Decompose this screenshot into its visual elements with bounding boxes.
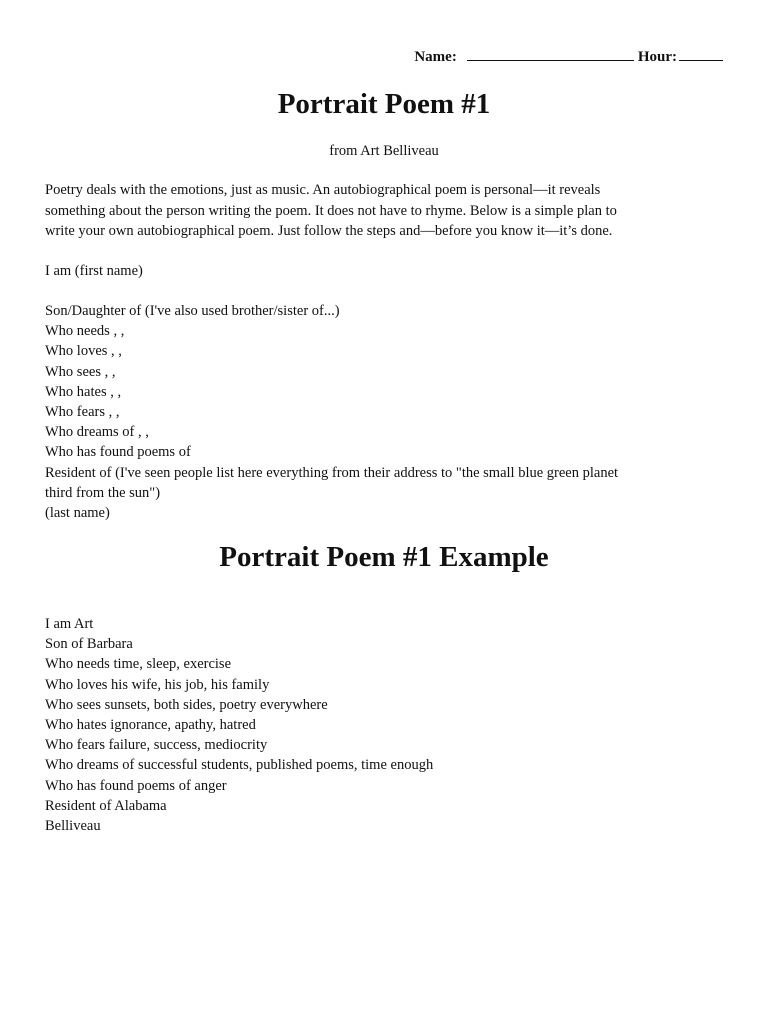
template-line: Who fears , , [45,404,120,421]
template-line: Who needs , , [45,323,125,340]
example-line: Who has found poems of anger [45,777,227,794]
intro-paragraph [45,180,725,242]
example-line: Who sees sunsets, both sides, poetry everywhere [45,696,328,713]
template-first-line [45,261,735,281]
intro-line: Poetry deals with the emotions, just as music. An autobiographical poem is personal—it reveals [45,182,601,198]
name-hour-header [414,46,723,66]
template-line: Who loves , , [45,343,122,360]
example-line: Who fears failure, success, mediocrity [45,737,268,754]
page-title: Portrait Poem #1 [277,88,491,120]
example-line: Resident of Alabama [45,797,167,814]
template-lines [45,301,735,523]
author-credit: from Art Belliveau [329,143,439,159]
template-line: Who dreams of , , [45,424,149,441]
hour-blank-line [679,46,723,61]
name-label: Name: [414,49,457,65]
template-line: (last name) [45,505,110,522]
name-blank-line [467,46,634,61]
example-line: Who needs time, sleep, exercise [45,656,232,673]
intro-line: something about the person writing the poem. It does not have to rhyme. Below is a simple plan to [45,202,617,219]
template-line: third from the sun") [45,484,161,501]
template-line: Son/Daughter of (I've also used brother/sister of...) [45,303,340,319]
template-line: I am (first name) [45,263,143,279]
template-line: Resident of (I've seen people list here everything from their address to "the small blue green planet [45,464,619,481]
example-title: Portrait Poem #1 Example [219,541,549,573]
example-line: Who loves his wife, his job, his family [45,676,270,693]
template-line: Who hates , , [45,383,122,400]
example-line: Belliveau [45,818,101,835]
example-poem [45,614,735,836]
example-line: I am Art [45,616,94,632]
example-line: Who hates ignorance, apathy, hatred [45,717,256,734]
example-line: Son of Barbara [45,636,133,653]
template-line: Who sees , , [45,363,116,380]
intro-line: write your own autobiographical poem. Just follow the steps and—before you know it—it’s done. [45,223,613,239]
template-line: Who has found poems of [45,444,191,461]
example-line: Who dreams of successful students, published poems, time enough [45,757,434,774]
hour-label: Hour: [637,49,677,65]
